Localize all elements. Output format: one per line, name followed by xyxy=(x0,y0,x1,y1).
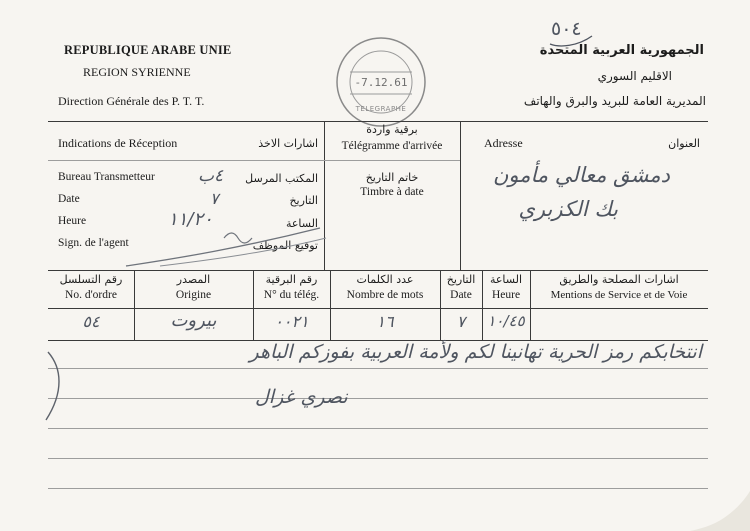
address-line-2: بك الكزبري xyxy=(518,197,618,221)
message-line-2 xyxy=(48,398,708,399)
field-date-label-ar: التاريخ xyxy=(289,194,318,207)
ar-direction-title: المديرية العامة للبريد والبرق والهاتف xyxy=(523,94,706,108)
message-line-4 xyxy=(48,458,708,459)
col-service-ar: اشارات المصلحة والطريق xyxy=(559,273,679,286)
message-line-5 xyxy=(48,488,708,489)
field-date-value: ٧ xyxy=(210,189,219,208)
field-heure-value: ١١/٢٠ xyxy=(168,209,213,230)
postmark-date: -7.12.61 xyxy=(354,76,408,89)
field-bureau-label-ar: المكتب المرسل xyxy=(245,172,318,185)
reception-title-ar: اشارات الاخذ xyxy=(258,137,318,150)
telegram-title-ar: برقية واردة xyxy=(366,123,418,136)
col-word-count-ar: عدد الكلمات xyxy=(356,273,414,286)
reception-title-fr: Indications de Réception xyxy=(58,136,178,150)
field-date-label-fr: Date xyxy=(58,193,80,205)
corner-number: ٥٠٤ xyxy=(551,18,582,40)
telegram-title-fr: Télégramme d'arrivée xyxy=(341,140,443,152)
value-telegram-no: ٠٠٢١ xyxy=(274,312,309,331)
value-origin: بيروت xyxy=(170,310,217,331)
fr-country-title: REPUBLIQUE ARABE UNIE xyxy=(64,43,232,57)
corner-number-underline xyxy=(548,30,594,48)
ar-region-title: الاقليم السوري xyxy=(597,69,672,83)
address-line-1: دمشق معالي مأمون xyxy=(492,163,670,187)
torn-corner-icon xyxy=(690,491,750,531)
telegram-stamp-ar: خاتم التاريخ xyxy=(365,171,419,184)
table-header-rule xyxy=(48,308,708,309)
col-service-fr: Mentions de Service et de Voie xyxy=(550,289,688,301)
field-agent-label-ar: توقيع الموظف xyxy=(252,239,318,252)
fr-region-title: REGION SYRIENNE xyxy=(83,65,191,79)
field-bureau-label-fr: Bureau Transmetteur xyxy=(58,171,155,183)
address-label-ar: العنوان xyxy=(668,137,700,150)
field-bureau-value: ٤ب xyxy=(198,166,224,186)
col-hour-ar: الساعة xyxy=(489,273,523,286)
col-order-fr: No. d'ordre xyxy=(65,289,117,301)
col-hour-fr: Heure xyxy=(491,289,521,301)
value-word-count: ١٦ xyxy=(376,312,394,331)
reception-title-rule xyxy=(48,160,324,161)
divider-address xyxy=(460,121,461,270)
message-line-3 xyxy=(48,428,708,429)
field-heure-label-ar: الساعة xyxy=(285,217,318,230)
col-telegram-no-ar: رقم البرقية xyxy=(265,273,318,286)
margin-bracket-icon xyxy=(42,348,70,424)
message-signature: نصري غزال xyxy=(255,386,348,408)
col-date-ar: التاريخ xyxy=(446,273,476,286)
telegram-stamp-fr: Timbre à date xyxy=(360,186,424,198)
col-origin-fr: Origine xyxy=(175,289,212,301)
col-order-ar: رقم التسلسل xyxy=(59,273,123,286)
value-date: ٧ xyxy=(456,312,466,331)
ar-country-title: الجمهورية العربية المتحدة xyxy=(539,43,704,58)
value-hour: ١٠/٤٥ xyxy=(487,312,525,330)
telegram-title-rule xyxy=(324,160,460,161)
col-date-fr: Date xyxy=(450,289,472,301)
top-rule xyxy=(48,121,708,122)
message-line-1 xyxy=(48,368,708,369)
address-label-fr: Adresse xyxy=(484,136,523,150)
message-text: انتخابكم رمز الحرية تهانينا لكم ولأمة العربية بفوزكم الباهر xyxy=(249,341,702,363)
postmark-stamp xyxy=(335,36,427,128)
field-heure-label-fr: Heure xyxy=(58,215,87,227)
field-agent-label-fr: Sign. de l'agent xyxy=(58,237,129,249)
fr-direction-title: Direction Générale des P. T. T. xyxy=(58,94,205,108)
col-origin-ar: المصدر xyxy=(176,273,211,286)
col-word-count-fr: Nombre de mots xyxy=(346,289,424,301)
col-telegram-no-fr: N° du télég. xyxy=(263,289,320,301)
agent-signature-icon xyxy=(120,222,330,272)
value-order: ٥٤ xyxy=(82,312,100,331)
postmark-bottom-text: TELEGRAPHE xyxy=(355,105,407,113)
